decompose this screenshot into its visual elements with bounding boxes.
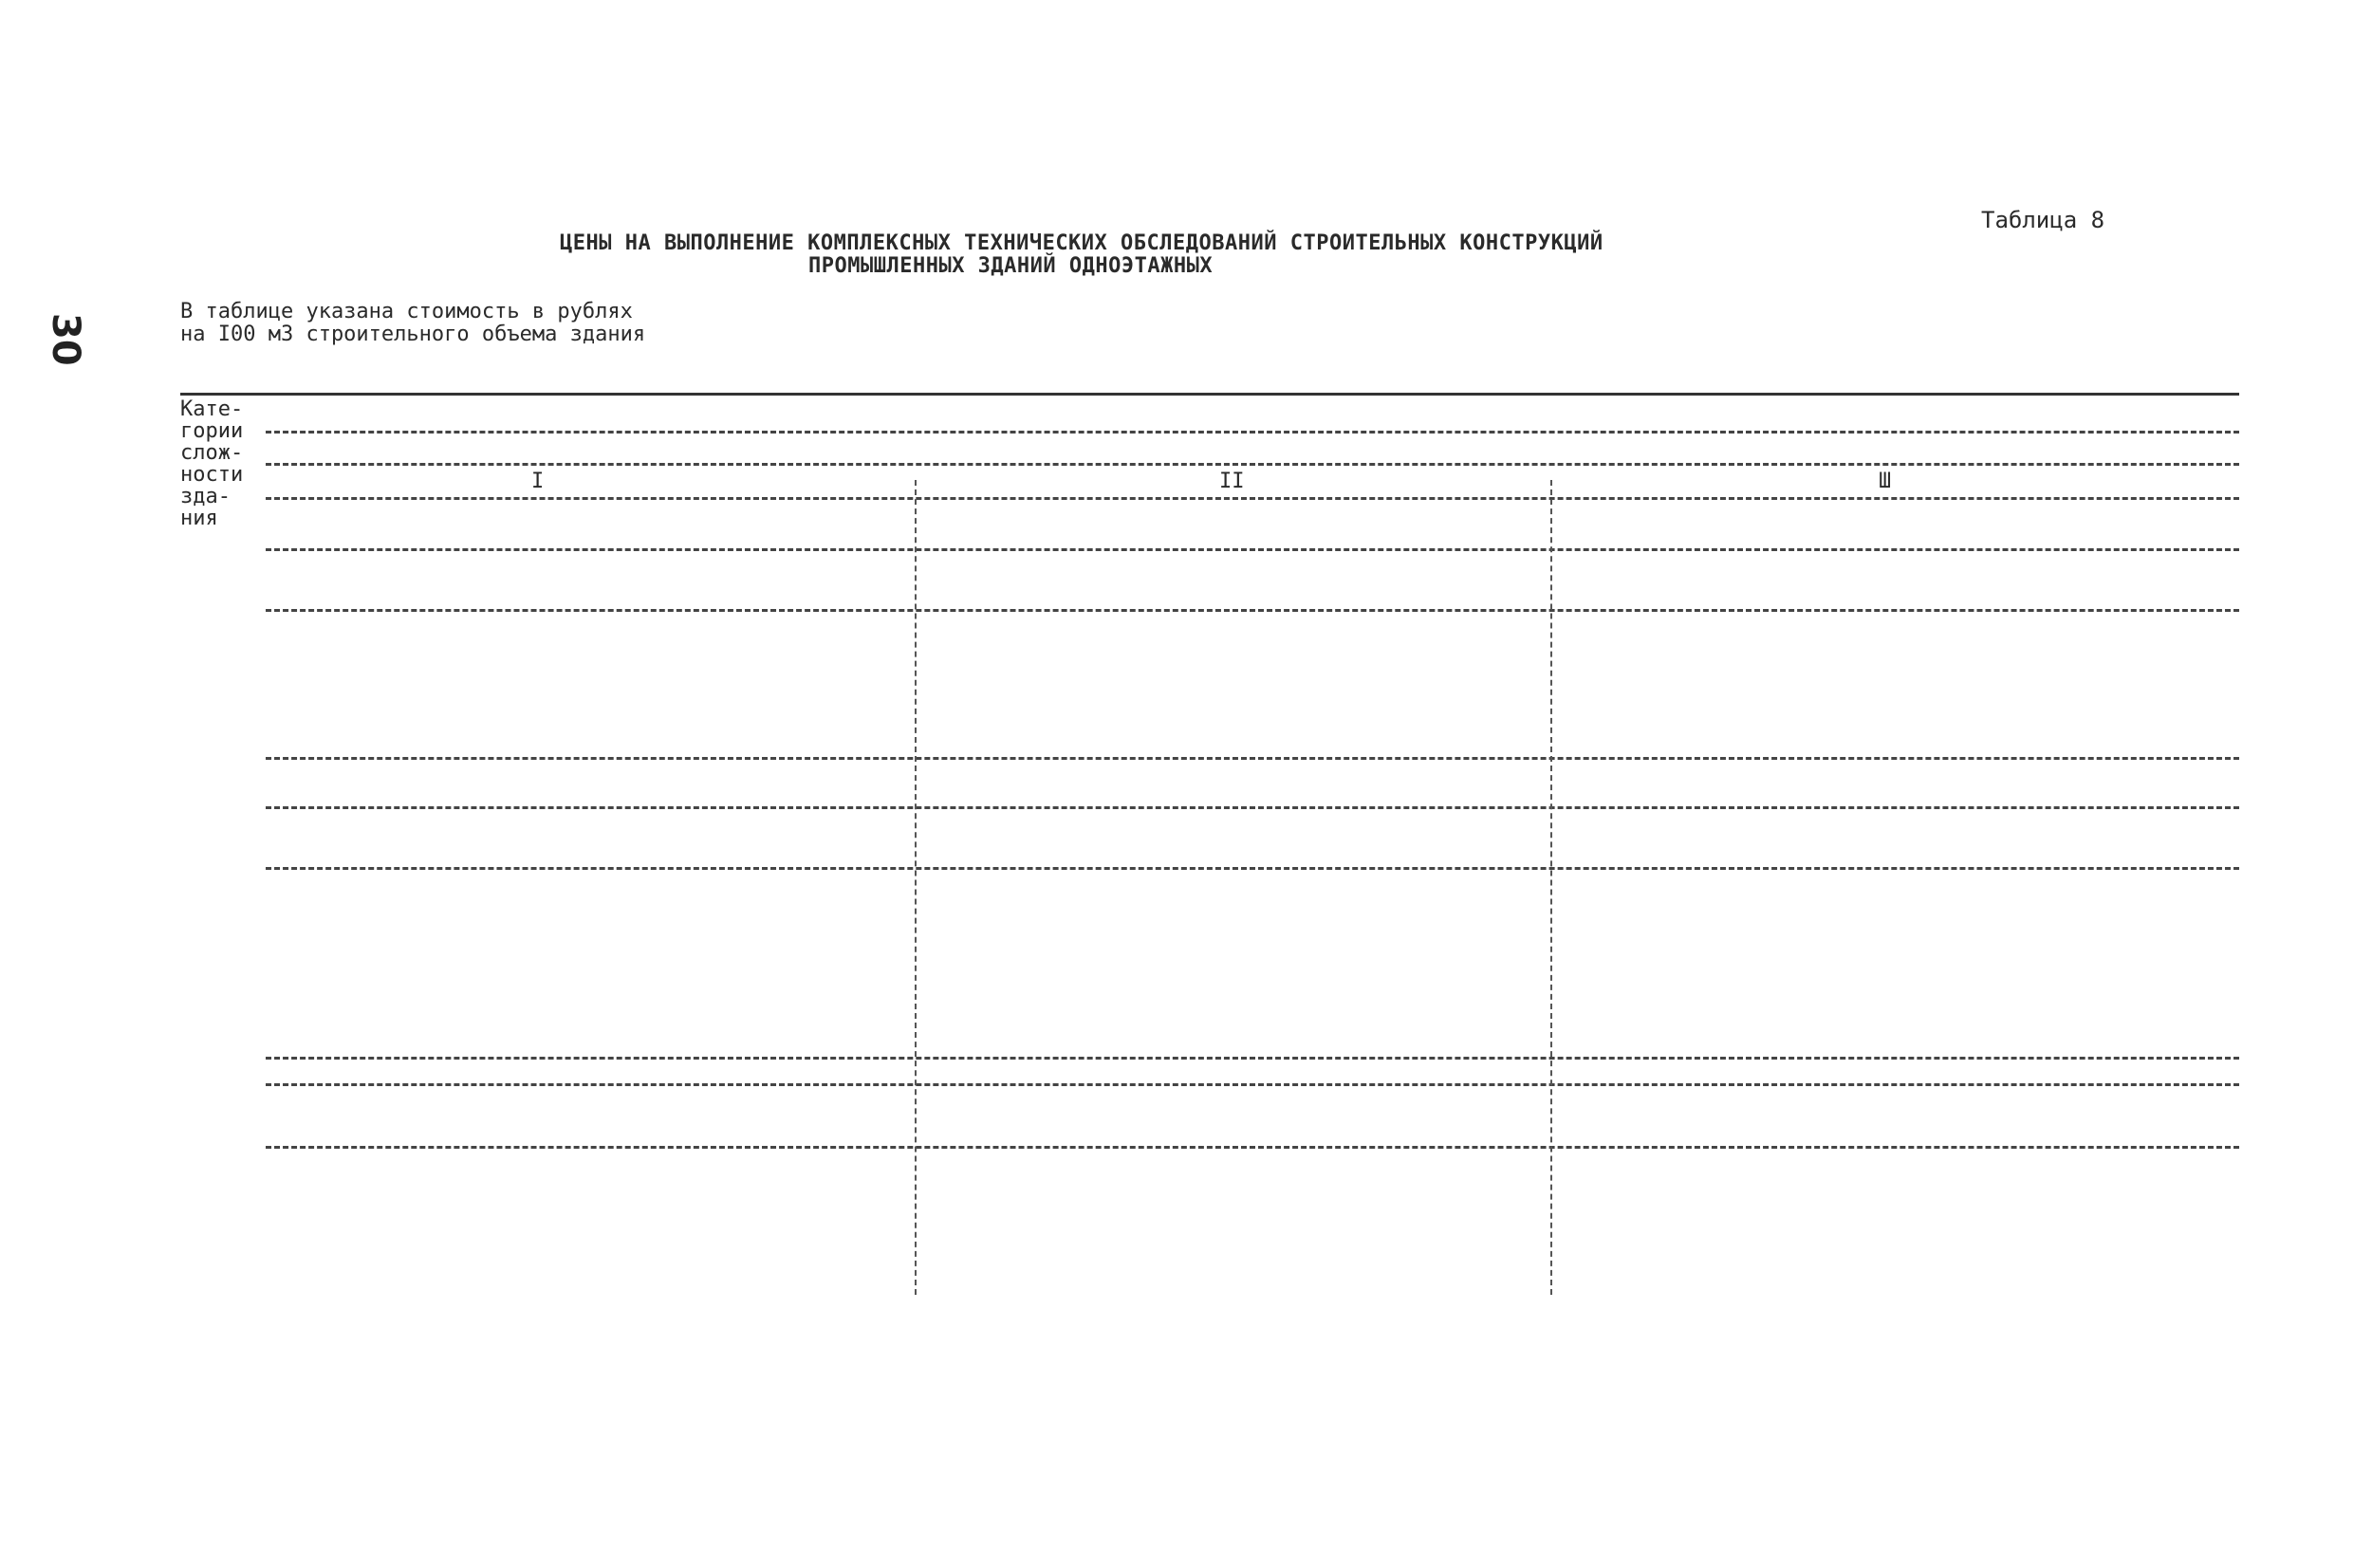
height-label-rule: [266, 1057, 2239, 1060]
table-top-rule: [180, 393, 2239, 396]
column-header-rule: [266, 1146, 2239, 1149]
column-header-rule: [266, 867, 2239, 870]
height-label-rule: [266, 757, 2239, 760]
group-label-1: I: [531, 470, 545, 493]
column-header-rule: [266, 609, 2239, 612]
table-label: Таблица 8: [1981, 207, 2105, 233]
page-number: 30: [44, 313, 87, 366]
price-table: [180, 389, 2239, 1319]
row-header-text: Кате-: [180, 397, 244, 421]
document-title-line-2: ПРОМЫШЛЕННЫХ ЗДАНИЙ ОДНОЭТАЖНЫХ: [808, 254, 1214, 278]
header-rule: [266, 431, 2239, 434]
column-header-rule: [266, 548, 2239, 551]
group-separator: [915, 480, 917, 1295]
row-header-text: гории: [180, 419, 244, 443]
document-title-line-1: ЦЕНЫ НА ВЫПОЛНЕНИЕ КОМПЛЕКСНЫХ ТЕХНИЧЕСКИХ ОБСЛЕДОВАНИЙ СТРОИТЕЛЬНЫХ КОНСТРУКЦИЙ: [560, 231, 1603, 255]
row-header-text: ности: [180, 463, 244, 487]
note-line-2: на I00 м3 строительного объема здания: [180, 323, 646, 346]
header-rule: [266, 497, 2239, 500]
column-header-rule: [266, 1083, 2239, 1086]
row-header-text: ния: [180, 507, 218, 530]
row-header-text: зда-: [180, 485, 231, 508]
group-separator: [1550, 480, 1552, 1295]
group-label-2: II: [1219, 470, 1245, 493]
column-header-rule: [266, 806, 2239, 809]
header-rule: [266, 463, 2239, 466]
note-line-1: В таблице указана стоимость в рублях: [180, 300, 633, 323]
row-header-text: слож-: [180, 441, 244, 465]
group-label-3: Ш: [1879, 470, 1892, 493]
